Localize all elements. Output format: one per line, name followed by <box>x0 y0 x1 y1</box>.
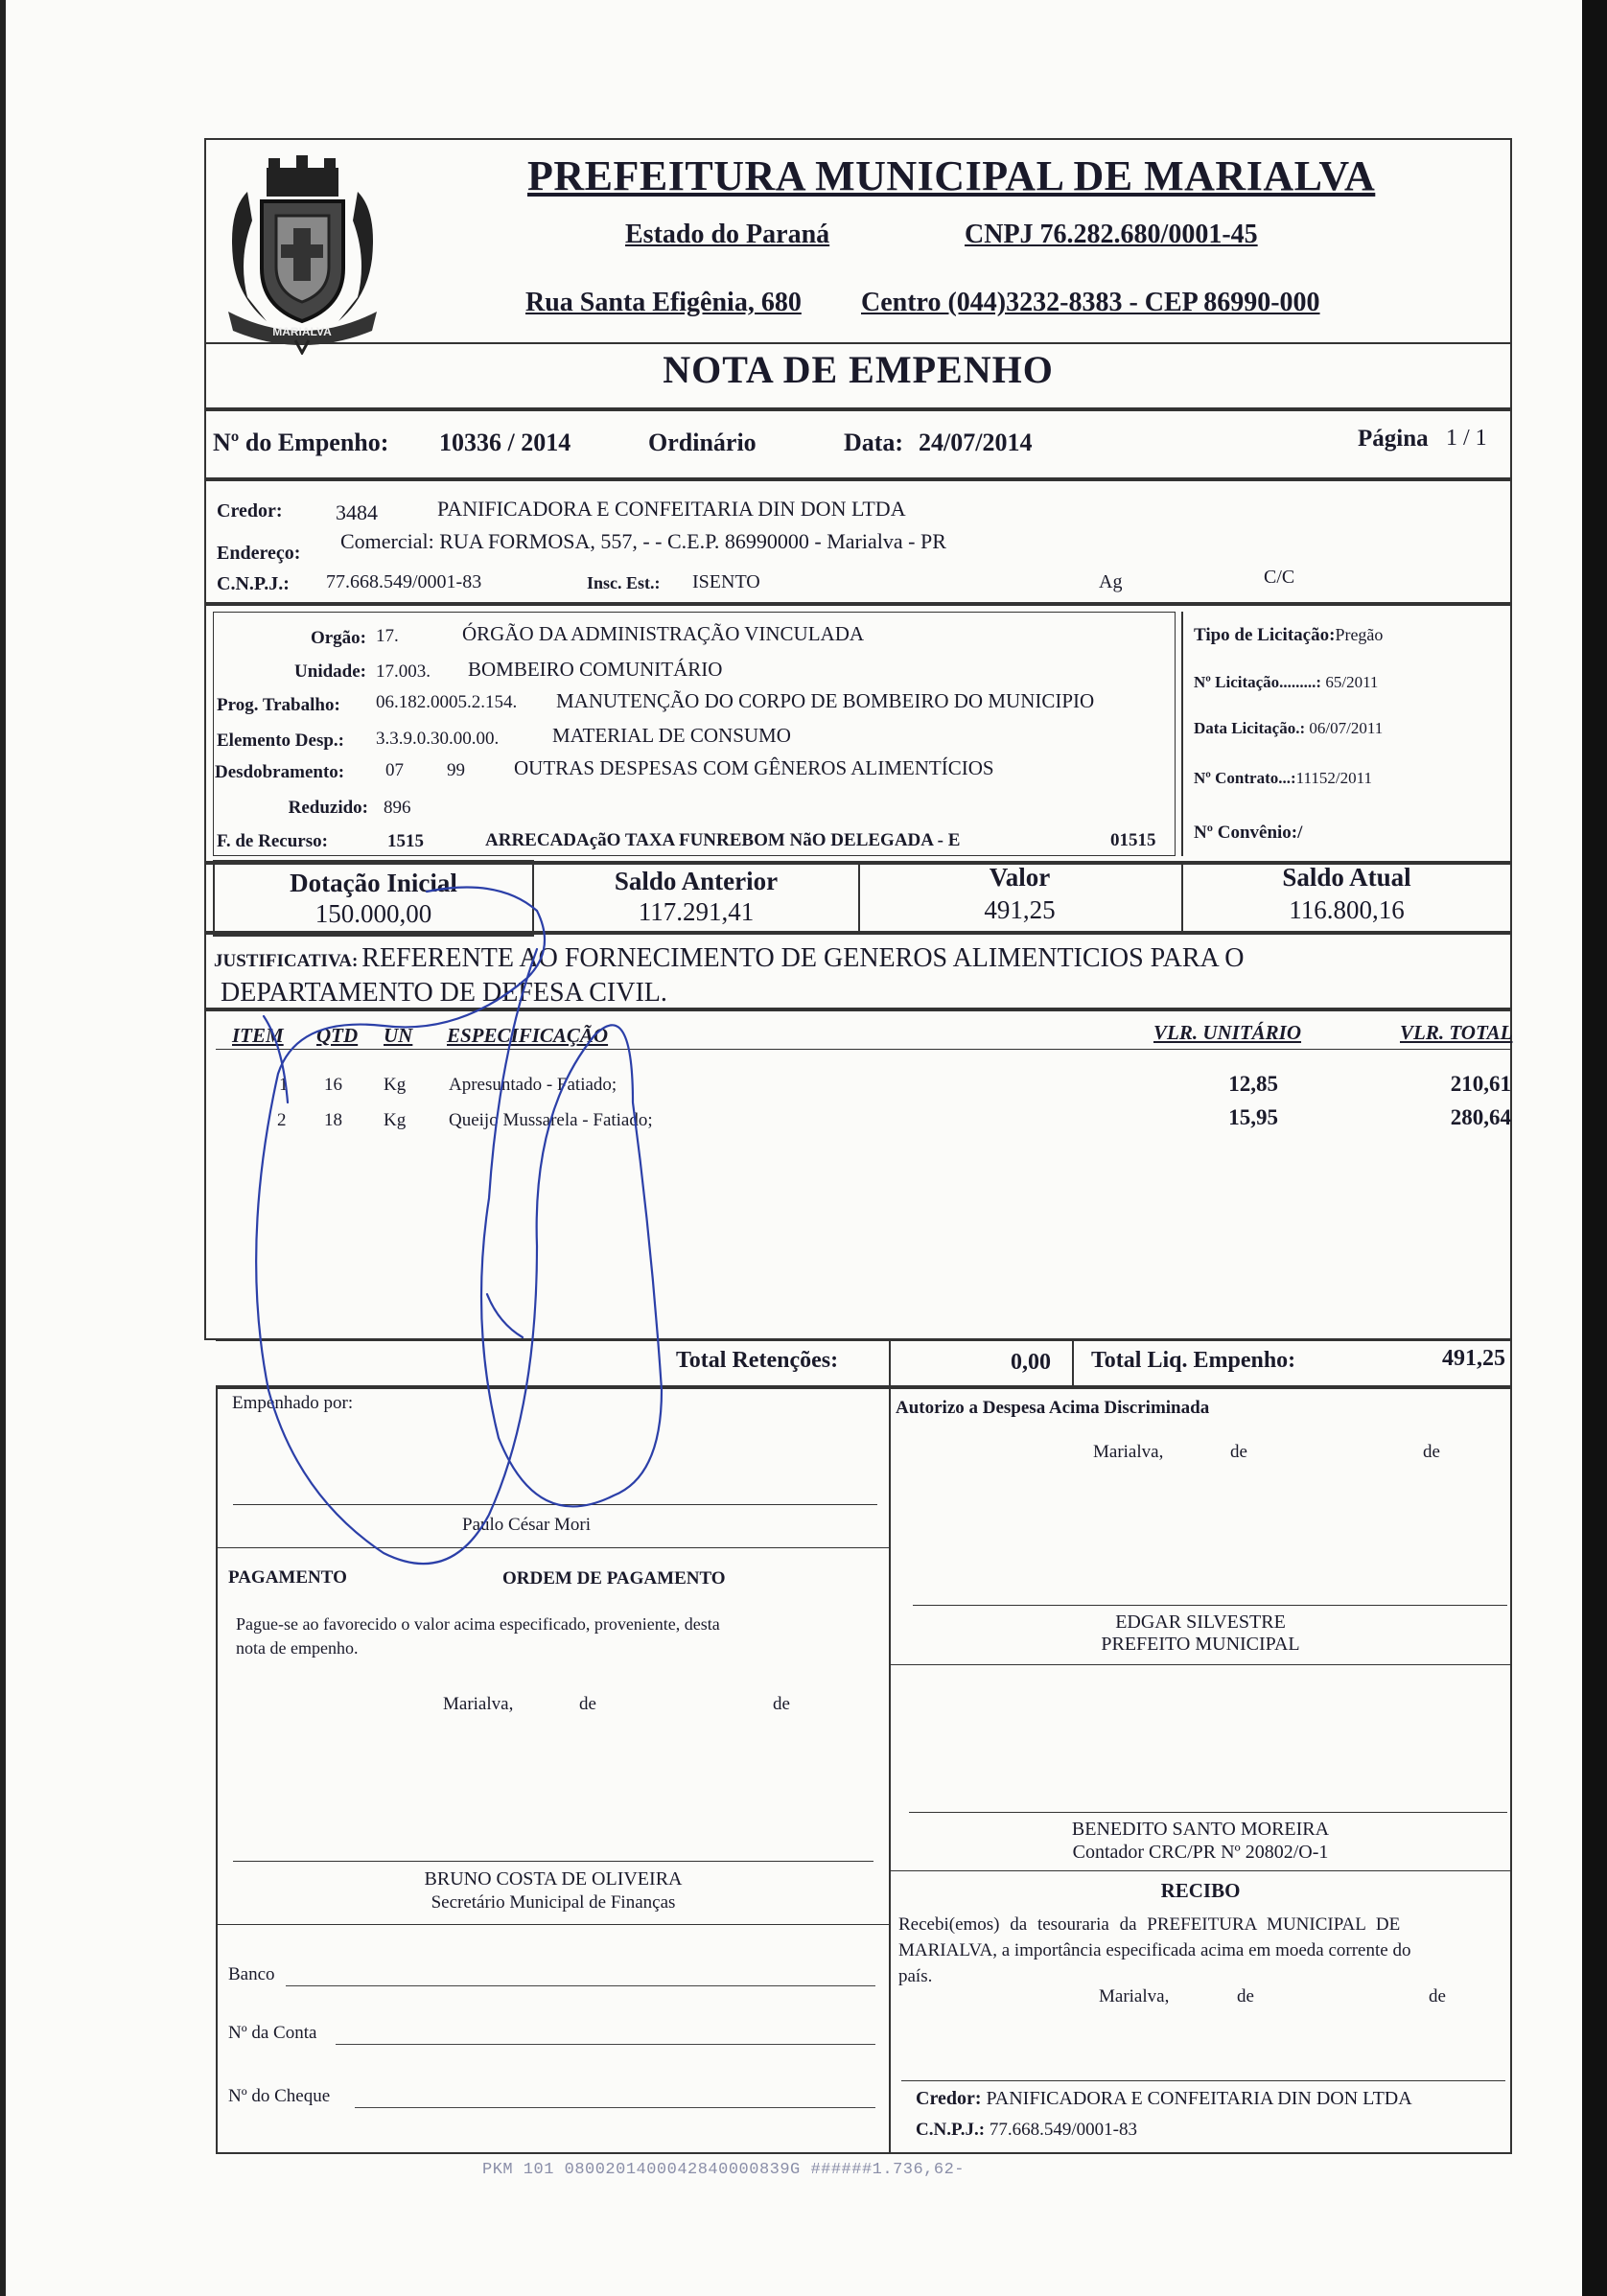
unidade-name: BOMBEIRO COMUNITÁRIO <box>468 658 723 681</box>
row-item: 2 <box>277 1110 287 1130</box>
reduzido-label: Reduzido: <box>288 798 368 818</box>
credor-cnpj-label: C.N.P.J.: <box>217 573 290 594</box>
prefeito-name: EDGAR SILVESTRE <box>1115 1612 1286 1633</box>
credor-address: Comercial: RUA FORMOSA, 557, - - C.E.P. 86990000 - Marialva - PR <box>340 529 946 553</box>
data-licitacao-value: 06/07/2011 <box>1309 719 1384 737</box>
recibo-credor-name: PANIFICADORA E CONFEITARIA DIN DON LTDA <box>986 2088 1412 2109</box>
tipo-licitacao-value: Pregão <box>1335 625 1384 644</box>
contrato <box>1194 769 1372 788</box>
prefeito-section-line <box>889 1664 1512 1665</box>
recibo-credor <box>916 2088 1412 2110</box>
scan-right-edge <box>1582 0 1607 2296</box>
totals-box <box>216 1339 1512 1387</box>
recibo-title: RECIBO <box>1160 1879 1241 1902</box>
row-unit: 15,95 <box>1228 1105 1278 1129</box>
empenhado-name: Paulo César Mori <box>462 1515 592 1535</box>
autorizo-label: Autorizo a Despesa Acima Discriminada <box>896 1398 1210 1418</box>
page-label: Página <box>1358 426 1429 452</box>
empenho-number: 10336 / 2014 <box>439 429 571 456</box>
col-especificacao-header: ESPECIFICAÇÃO <box>447 1024 609 1047</box>
page-number: 1 / 1 <box>1446 426 1487 451</box>
saldo-anterior-label: Saldo Anterior <box>614 867 779 895</box>
orgao-name: ÓRGÃO DA ADMINISTRAÇÃO VINCULADA <box>462 622 865 645</box>
prefeito-role: PREFEITO MUNICIPAL <box>1101 1634 1300 1655</box>
recibo-cnpj-label: C.N.P.J.: <box>916 2120 986 2140</box>
credor-name: PANIFICADORA E CONFEITARIA DIN DON LTDA <box>437 497 906 521</box>
desdobramento-name: OUTRAS DESPESAS COM GÊNEROS ALIMENTÍCIOS <box>514 756 994 779</box>
numero-licitacao-value: 65/2011 <box>1325 673 1379 691</box>
saldo-atual-value: 116.800,16 <box>1289 895 1405 924</box>
pagamento-text-2: nota de empenho. <box>236 1638 359 1658</box>
retencoes-value: 0,00 <box>1011 1350 1051 1375</box>
footer-stamp: PKM 101 0800201400042840000839G ######1.736,62- <box>482 2161 965 2179</box>
municipality-address: Rua Santa Efigênia, 680 <box>525 288 802 317</box>
valor-value: 491,25 <box>984 895 1056 924</box>
col-vlr-unitario-header: VLR. UNITÁRIO <box>1153 1021 1302 1044</box>
pagamento-top-line <box>216 1547 889 1548</box>
justificativa-line1 <box>214 943 1244 974</box>
saldo-atual-label: Saldo Atual <box>1282 863 1411 892</box>
col-un-header: UN <box>384 1024 413 1047</box>
prog-code: 06.182.0005.2.154. <box>376 692 518 712</box>
totals-div-1 <box>889 1339 891 1387</box>
items-header-underline <box>216 1049 1510 1050</box>
unidade-code: 17.003. <box>376 661 431 682</box>
elemento-name: MATERIAL DE CONSUMO <box>552 724 791 747</box>
cheque-label: Nº do Cheque <box>228 2086 331 2106</box>
prog-name: MANUTENÇÃO DO CORPO DE BOMBEIRO DO MUNICIPIO <box>556 689 1095 712</box>
recibo-text-2: MARIALVA, a importância especificada acima em moeda corrente do <box>898 1940 1411 1960</box>
col-vlr-total-header: VLR. TOTAL <box>1400 1021 1513 1044</box>
banco-field[interactable] <box>286 1985 875 1986</box>
recibo-text-1: Recebi(emos) da tesouraria da PREFEITURA MUNICIPAL DE <box>898 1914 1401 1935</box>
contador-role: Contador CRC/PR Nº 20802/O-1 <box>1072 1842 1329 1863</box>
contador-signature-line <box>909 1812 1507 1813</box>
ordem-pagamento-label: ORDEM DE PAGAMENTO <box>502 1568 726 1589</box>
liquido-value: 491,25 <box>1442 1346 1505 1371</box>
conta-field[interactable] <box>336 2044 875 2045</box>
col-qtd-header: QTD <box>316 1024 359 1047</box>
tipo-licitacao-label <box>1194 625 1383 646</box>
autorizo-place: Marialva, <box>1093 1442 1164 1462</box>
recibo-credor-line <box>901 2080 1505 2081</box>
prefeito-signature-line <box>913 1605 1507 1606</box>
conta-label: Nº da Conta <box>228 2023 317 2043</box>
recibo-de-1: de <box>1237 1986 1254 2006</box>
row-un: Kg <box>384 1075 407 1095</box>
recurso-label: F. de Recurso: <box>217 831 328 851</box>
secretario-role: Secretário Municipal de Finanças <box>431 1892 676 1913</box>
banco-section-line <box>216 1924 889 1925</box>
autorizo-de-1: de <box>1230 1442 1247 1462</box>
credor-insc-label: Insc. Est.: <box>587 573 661 592</box>
valor-label: Valor <box>989 863 1051 892</box>
orgao-label: Orgão: <box>310 628 366 648</box>
municipality-cnpj: CNPJ 76.282.680/0001-45 <box>965 220 1258 249</box>
empenho-number-label: Nº do Empenho: <box>213 429 389 456</box>
recibo-credor-label: Credor: <box>916 2088 982 2109</box>
credor-code: 3484 <box>336 500 378 524</box>
credor-insc: ISENTO <box>692 571 760 592</box>
empenhado-signature-line <box>233 1504 877 1505</box>
lower-box <box>216 1387 1512 2154</box>
data-licitacao-label: Data Licitação.: <box>1194 719 1306 737</box>
row-desc: Apresuntado - Fatiado; <box>449 1075 617 1095</box>
row-item: 1 <box>279 1075 289 1095</box>
credor-cc-label: C/C <box>1264 567 1295 588</box>
desdobramento-code2: 99 <box>447 760 465 780</box>
recibo-text-3: país. <box>898 1966 933 1986</box>
municipality-title: PREFEITURA MUNICIPAL DE MARIALVA <box>527 152 1376 199</box>
row-total: 210,61 <box>1450 1072 1511 1096</box>
credor-cnpj: 77.668.549/0001-83 <box>326 571 482 592</box>
empenho-date-label: Data: <box>844 429 904 456</box>
recibo-top-line <box>889 1870 1512 1871</box>
recibo-cnpj-value: 77.668.549/0001-83 <box>989 2120 1137 2140</box>
empenhado-label: Empenhado por: <box>232 1393 354 1413</box>
pagamento-de-2: de <box>773 1694 790 1714</box>
credor-label: Credor: <box>217 500 283 522</box>
pagamento-place: Marialva, <box>443 1694 514 1714</box>
document-title: NOTA DE EMPENHO <box>663 348 1054 391</box>
row-desc: Queijo Mussarela - Fatiado; <box>449 1110 653 1130</box>
contador-name: BENEDITO SANTO MOREIRA <box>1071 1819 1330 1840</box>
empenho-type: Ordinário <box>648 429 757 456</box>
row-un: Kg <box>384 1110 407 1130</box>
row-qtd: 18 <box>324 1110 342 1130</box>
numero-licitacao-label: Nº Licitação.........: <box>1194 673 1322 691</box>
autorizo-de-2: de <box>1423 1442 1440 1462</box>
recurso-code2: 01515 <box>1110 830 1156 850</box>
desdobramento-code1: 07 <box>385 760 404 780</box>
justificativa-line2: DEPARTAMENTO DE DEFESA CIVIL. <box>221 978 667 1008</box>
pagamento-de-1: de <box>579 1694 596 1714</box>
coat-of-arms-logo <box>209 153 396 355</box>
data-licitacao <box>1194 719 1383 738</box>
svg-text:MARIALVA: MARIALVA <box>272 325 332 338</box>
convenio-label: Nº Convênio:/ <box>1194 823 1303 843</box>
col-item-header: ITEM <box>232 1024 284 1047</box>
recibo-place: Marialva, <box>1099 1986 1170 2006</box>
recurso-name: ARRECADAçãO TAXA FUNREBOM NãO DELEGADA - E <box>485 830 961 850</box>
numero-licitacao <box>1194 673 1378 692</box>
cheque-field[interactable] <box>355 2107 875 2108</box>
unidade-label: Unidade: <box>294 661 366 682</box>
banco-label: Banco <box>228 1964 275 1984</box>
elemento-label: Elemento Desp.: <box>217 731 344 751</box>
prog-label: Prog. Trabalho: <box>217 695 340 715</box>
recibo-cnpj <box>916 2120 1137 2141</box>
credor-address-label: Endereço: <box>217 543 301 564</box>
municipality-contact: Centro (044)3232-8383 - CEP 86990-000 <box>861 288 1320 317</box>
empenho-date: 24/07/2014 <box>919 429 1033 456</box>
lower-divider <box>889 1387 891 2154</box>
header-divider <box>204 342 1512 344</box>
secretario-signature-line <box>233 1861 873 1862</box>
row-total: 280,64 <box>1450 1105 1511 1129</box>
retencoes-label: Total Retenções: <box>676 1348 839 1373</box>
recibo-de-2: de <box>1429 1986 1446 2006</box>
liquido-label: Total Liq. Empenho: <box>1091 1348 1296 1373</box>
recurso-code: 1515 <box>387 831 424 851</box>
desdobramento-label: Desdobramento: <box>215 762 345 782</box>
credor-ag-label: Ag <box>1099 571 1123 592</box>
elemento-code: 3.3.9.0.30.00.00. <box>376 729 500 749</box>
contrato-value: 11152/2011 <box>1295 769 1372 787</box>
reduzido-value: 896 <box>384 798 411 818</box>
state-name: Estado do Paraná <box>625 220 830 249</box>
dotacao-value: 150.000,00 <box>314 899 432 928</box>
budget-divider <box>1181 612 1183 856</box>
saldo-anterior-value: 117.291,41 <box>638 897 755 926</box>
secretario-name: BRUNO COSTA DE OLIVEIRA <box>424 1868 683 1890</box>
scan-left-edge <box>0 0 6 2296</box>
contrato-label: Nº Contrato...: <box>1194 769 1296 787</box>
pagamento-text-1: Pague-se ao favorecido o valor acima especificado, proveniente, desta <box>236 1614 720 1634</box>
justificativa-label: JUSTIFICATIVA: <box>214 951 359 971</box>
row-unit: 12,85 <box>1228 1072 1278 1096</box>
dotacao-label: Dotação Inicial <box>290 869 457 897</box>
pagamento-label: PAGAMENTO <box>228 1567 347 1588</box>
totals-div-2 <box>1072 1339 1074 1387</box>
row-qtd: 16 <box>324 1075 342 1095</box>
orgao-code: 17. <box>376 626 399 646</box>
items-box <box>204 1009 1512 1340</box>
tipo-licitacao-label-text: Tipo de Licitação: <box>1194 625 1336 645</box>
justificativa-text-1: REFERENTE AO FORNECIMENTO DE GENEROS ALIMENTICIOS PARA O <box>361 943 1245 973</box>
